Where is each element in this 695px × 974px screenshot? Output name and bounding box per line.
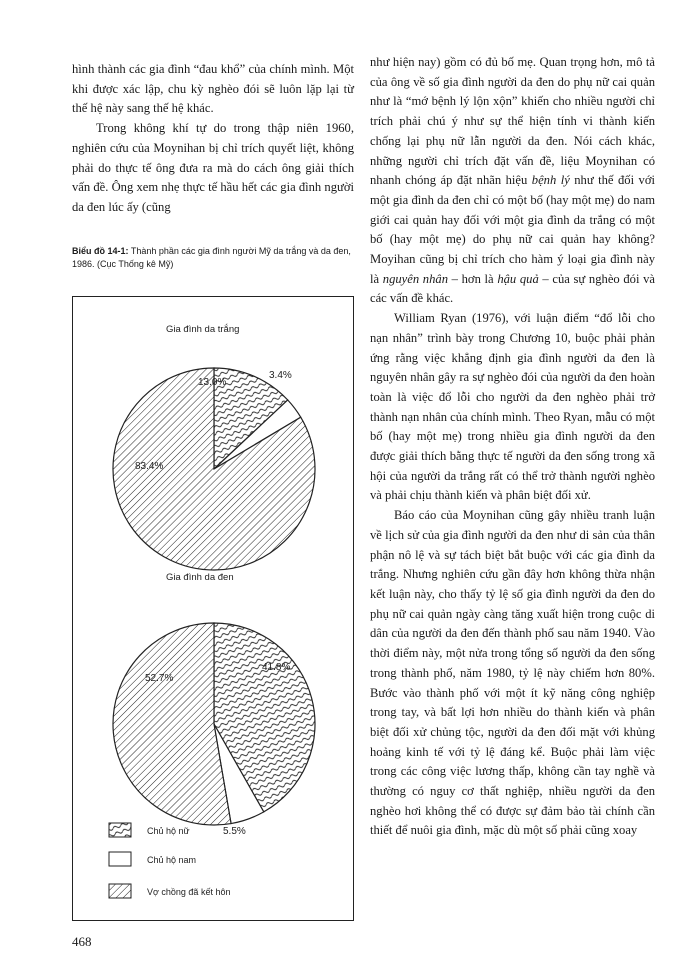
legend-swatch — [109, 852, 131, 866]
pie-slice — [113, 623, 231, 825]
legend-label: Chủ hộ nam — [147, 855, 197, 865]
figure-caption-label: Biểu đồ 14-1: — [72, 246, 129, 256]
slice-label: 41.8% — [262, 662, 291, 673]
slice-label: 52.7% — [145, 673, 174, 684]
italic-term: hậu quả — [497, 271, 539, 286]
paragraph: Trong không khí tự do trong thập niên 1960, nghiên cứu của Moynihan bị chỉ trích quyết liệt, không phải do thực tế ông đưa ra mà do cách ông giải thích vấn đề. Ông xem nhẹ thực tế hầu hết các gia đình người da đen lúc ấy (cũng — [72, 121, 354, 214]
left-column — [72, 60, 354, 218]
slice-label: 83.4% — [135, 461, 164, 472]
chart-title: Gia đình da trắng — [166, 324, 240, 335]
slice-label: 13.0% — [198, 377, 227, 388]
figure-caption — [72, 245, 362, 271]
figure-box — [72, 296, 354, 921]
legend-swatch — [109, 823, 131, 837]
page-number: 468 — [72, 934, 92, 949]
legend-label: Chủ hộ nữ — [147, 826, 190, 836]
slice-label: 3.4% — [269, 370, 292, 381]
text-run: – của sự nghèo đói và các vấn đề khác. — [370, 271, 656, 306]
paragraph: William Ryan (1976), với luận điểm “đổ lỗi cho nạn nhân” trình bày trong Chương 10, buộc phải phản ứng rằng việc khẳng định gia đình người da đen là nguyên nhân gây ra sự nghèo đói của người da đen hoàn toàn là việc đổ lỗi cho người da đen nghèo phải trở thành nạn nhân của chính mình. Theo Ryan, mẫu có một bố (hay một mẹ) trong nhiều gia đình người da đen được giải thích bằng thực tế người da đen sống trong xã hội của người da trắng rất có thể trở thành người nghèo và phải chịu thành kiến và phân biệt đối xử. — [370, 311, 655, 503]
figure-caption-text: Thành phần các gia đình người Mỹ da trắng và da đen, 1986. (Cục Thống kê Mỹ) — [72, 246, 351, 269]
italic-term: bệnh lý — [531, 173, 570, 188]
right-column — [370, 53, 655, 841]
text-run: – hơn là — [448, 271, 498, 286]
pie-charts — [73, 297, 353, 920]
paragraph — [370, 53, 655, 309]
paragraph: hình thành các gia đình “đau khổ” của chính mình. Một khi được xác lập, chu kỳ nghèo đói sẽ luôn lặp lại từ thế hệ này sang thế hệ khác. — [72, 62, 354, 116]
italic-term: nguyên nhân — [382, 271, 448, 286]
legend-swatch — [109, 884, 131, 898]
chart-title: Gia đình da đen — [166, 572, 234, 583]
legend-label: Vợ chồng đã kết hôn — [147, 887, 231, 897]
text-run: như thế đối với một gia đình da đen chỉ có một bố (hay một mẹ) do nam giới cai quản hay đối với một gia đình da trắng có một bố (hay một mẹ) do phụ nữ cai quản hay không? Moyihan cũng bị chỉ trích cho hàm ý loại gia đình này là — [370, 173, 655, 286]
paragraph: Báo cáo của Moynihan cũng gây nhiều tranh luận về lịch sử của gia đình người da đen như di sản của thân phận nô lệ và sự tách biệt bắt buộc với các gia đình da trắng. Nhưng nghiên cứu gần đây hơn không thừa nhận kết luận này, cho thấy tỷ lệ số gia đình người da đen do phụ nữ cai quản ngày càng tăng xuất hiện trong cuộc di dân của người da đen đến thành phố sau năm 1940. Vào thời điểm này, một nửa trong tổng số người da đen sống trong thành phố, năm 1980, tỷ lệ này chiếm hơn 80%. Bước vào thành phố với một ít kỹ năng công nghiệp trong tay, và bất lợi hơn nhiều do thành kiến và phân biệt đối xử chủng tộc, người da đen đối mặt với khủng hoảng kinh tế với tỷ lệ đáng kể. Buộc phải làm việc trong các công việc lương thấp, không cần tay nghề và thường có nguy cơ thất nghiệp, nhiều người da đen nghèo hơi không thể có được sự đảm bảo tài chính cần thiết để nuôi gia đình, mặc dù một số phải cũng xoay — [370, 508, 655, 838]
text-run: như hiện nay) gồm có đủ bố mẹ. Quan trọng hơn, mô tả của ông về số gia đình người da đen do phụ nữ cai quản như là “mớ bệnh lý lộn xộn” khiến cho nhiều người chỉ trích phải chú ý như sự thể hiện tính vi thành kiến chống lại phụ nữ lẫn người da đen. Nói cách khác, những người chỉ trích đặt vấn đề, liệu Moynihan có nhanh chóng áp đặt nhãn hiệu — [370, 55, 655, 188]
slice-label: 5.5% — [223, 826, 246, 837]
